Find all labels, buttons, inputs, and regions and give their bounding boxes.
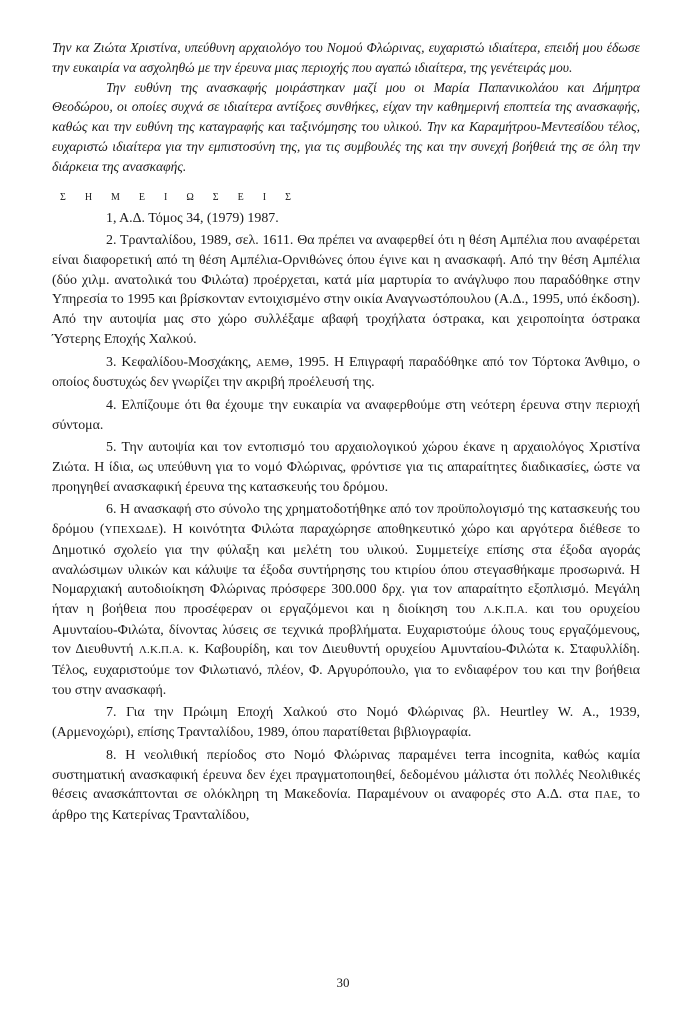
note-8	[52, 746, 640, 826]
notes-list	[52, 209, 640, 826]
acknowledgement-paragraph-1: Την κα Ζιώτα Χριστίνα, υπεύθυνη αρχαιολόγο του Νομού Φλώρινας, ευχαριστώ ιδιαίτερα, επειδή μου έδωσε την ευκαιρία να ασχοληθώ με την έρευνα μιας περιοχής που αγαπώ ιδιαίτερα, της γενέτειράς μου.	[52, 40, 640, 75]
note-3	[52, 353, 640, 393]
note-5	[52, 438, 640, 497]
note-4	[52, 396, 640, 435]
note-text: 7. Για την Πρώιμη Εποχή Χαλκού στο Νομό Φλώρινας βλ. Heurtley W. A., 1939, (Αρμενοχώρι), επίσης Τρανταλίδου, 1989, όπου παρατίθεται βιβλιογραφία.	[52, 705, 640, 741]
note-text: 6. Η ανασκαφή στο σύνολο της χρηματοδοτήθηκε από τον προϋπολογισμό της κατασκευής του δρόμου (	[52, 502, 640, 538]
abbreviation: Λ.Κ.Π.Α.	[483, 603, 528, 616]
note-text: 4. Ελπίζουμε ότι θα έχουμε την ευκαιρία να αναφερθούμε στη νεότερη έρευνα στην περιοχή σύντομα.	[52, 397, 640, 433]
note-text: 1, Α.Δ. Τόμος 34, (1979) 1987.	[106, 210, 279, 226]
note-text: 3. Κεφαλίδου-Μοσχάκης,	[106, 354, 257, 370]
note-6	[52, 500, 640, 700]
note-7	[52, 703, 640, 742]
acknowledgement-paragraph-2: Την ευθύνη της ανασκαφής μοιράστηκαν μαζί μου οι Μαρία Παπανικολάου και Δήμητρα Θεοδώρου, οι οποίες συχνά σε ιδιαίτερα αντίξοες συνθήκες, είχαν την καθημερινή εποπτεία της ανασκαφής, καθώς και την ευθύνη της καταγραφής και ταξινόμησης του υλικού. Την κα Καραμήτρου-Μεντεσίδου τέλος, ευχαριστώ ιδιαίτερα για την εμπιστοσύνη της, για τις συμβουλές της και την συνεχή βοήθειά της σε όλη την διάρκεια της ανασκαφής.	[52, 79, 640, 174]
note-text: , 1995. Η Επιγραφή παραδόθηκε από τον Τόρτοκα Άνθιμο, ο οποίος δυστυχώς δεν γνωρίζει την ακριβή προέλευσή της.	[52, 354, 640, 391]
note-1	[52, 209, 640, 229]
abbreviation: ΠΑΕ	[594, 789, 618, 802]
abbreviation: Λ.Κ.Π.Α.	[138, 644, 184, 657]
notes-heading: ΣΗΜΕΙΩΣΕΙΣ	[60, 191, 310, 203]
note-text: 5. Την αυτοψία και τον εντοπισμό του αρχαιολογικού χώρου έκανε η αρχαιολόγος Χριστίνα Ζιώτα. Η ίδια, ως υπεύθυνη για το νομό Φλώρινας, φρόντισε για τις απαραίτητες διαδικασίες, ώστε να προηγηθεί ανασκαφική έρευνα της κατασκευής του δρόμου.	[52, 440, 640, 495]
page-number: 30	[336, 975, 350, 990]
abbreviation: ΑΕΜΘ	[256, 356, 290, 369]
note-2	[52, 231, 640, 349]
note-text: ). Η κοινότητα Φιλώτα παραχώρησε αποθηκευτικό χώρο και αργότερα διέθεσε το Δημοτικό σχολείο για την φύλαξη και μελέτη του υλικού. Συμμετείχε επίσης στα έξοδα αγοράς αναλώσιμων υλικών και κάλυψε τα έξοδα συντήρησης του κτιρίου όπου στεγασθήκαμε προσωρινά. Η Νομαρχιακή αυτοδιοίκηση Φλώρινας πρόσφερε 300.000 δρχ. για τον απαραίτητο εξοπλισμό. Μεγάλη ήταν η βοήθεια που προσέφεραν οι εργαζόμενοι και η διοίκηση του	[52, 522, 640, 617]
note-text: , το άρθρο της Κατερίνας Τρανταλίδου,	[52, 787, 640, 823]
note-text: και του ορυχείου Αμυνταίου-Φιλώτα, δίνοντας λύσεις σε τεχνικά προβλήματα. Ευχαριστούμε όλους τους εργαζόμενους, τον Διευθυντή	[52, 601, 640, 658]
abbreviation: ΥΠΕΧΩΔΕ	[104, 524, 159, 537]
note-text: 8. Η νεολιθική περίοδος στο Νομό Φλώρινας παραμένει terra incognita, καθώς καμία συστηματική ανασκαφική έρευνα δεν έχει πραγματοποιηθεί, δεδομένου μάλιστα ότι πολλές Νεολιθικές θέσεις ανασκάπτονται σε ολόκληρη τη Μακεδονία. Παραμένουν οι αναφορές στο Α.Δ. στα	[52, 747, 640, 803]
note-text: κ. Καβουρίδη, και τον Διευθυντή ορυχείου Αμυνταίου-Φιλώτα κ. Σταφυλλίδη. Τέλος, ευχαριστούμε τον Φιλωτιανό, πλέον, Φ. Αργυρόπουλο, για το ενδιαφέρον του και την βοήθεια του στην ανασκαφή.	[52, 642, 640, 698]
page-body	[52, 38, 640, 829]
note-text: 2. Τρανταλίδου, 1989, σελ. 1611. Θα πρέπει να αναφερθεί ότι η θέση Αμπέλια που αναφέρεται είναι διαφορετική από τη θέση Αμπέλια-Ορνιθώνες όπου έγινε και η ανασκαφή. Από την θέση Αμπέλια (δύο χιλμ. ανατολικά του Φιλώτα) προέρχεται, κατά μία μαρτυρία το ανάγλυφο που παραδόθηκε στην Υπηρεσία το 1995 και βρίσκονταν εντοιχισμένο στην οικία Αναγνωστόπουλου (Α.Δ., 1995, υπό έκδοση). Από την αυτοψία μας στο χώρο συλλέξαμε αβαφή τροχήλατα όστρακα, και χειροποίητα όστρακα Ύστερης Εποχής Χαλκού.	[52, 233, 640, 347]
